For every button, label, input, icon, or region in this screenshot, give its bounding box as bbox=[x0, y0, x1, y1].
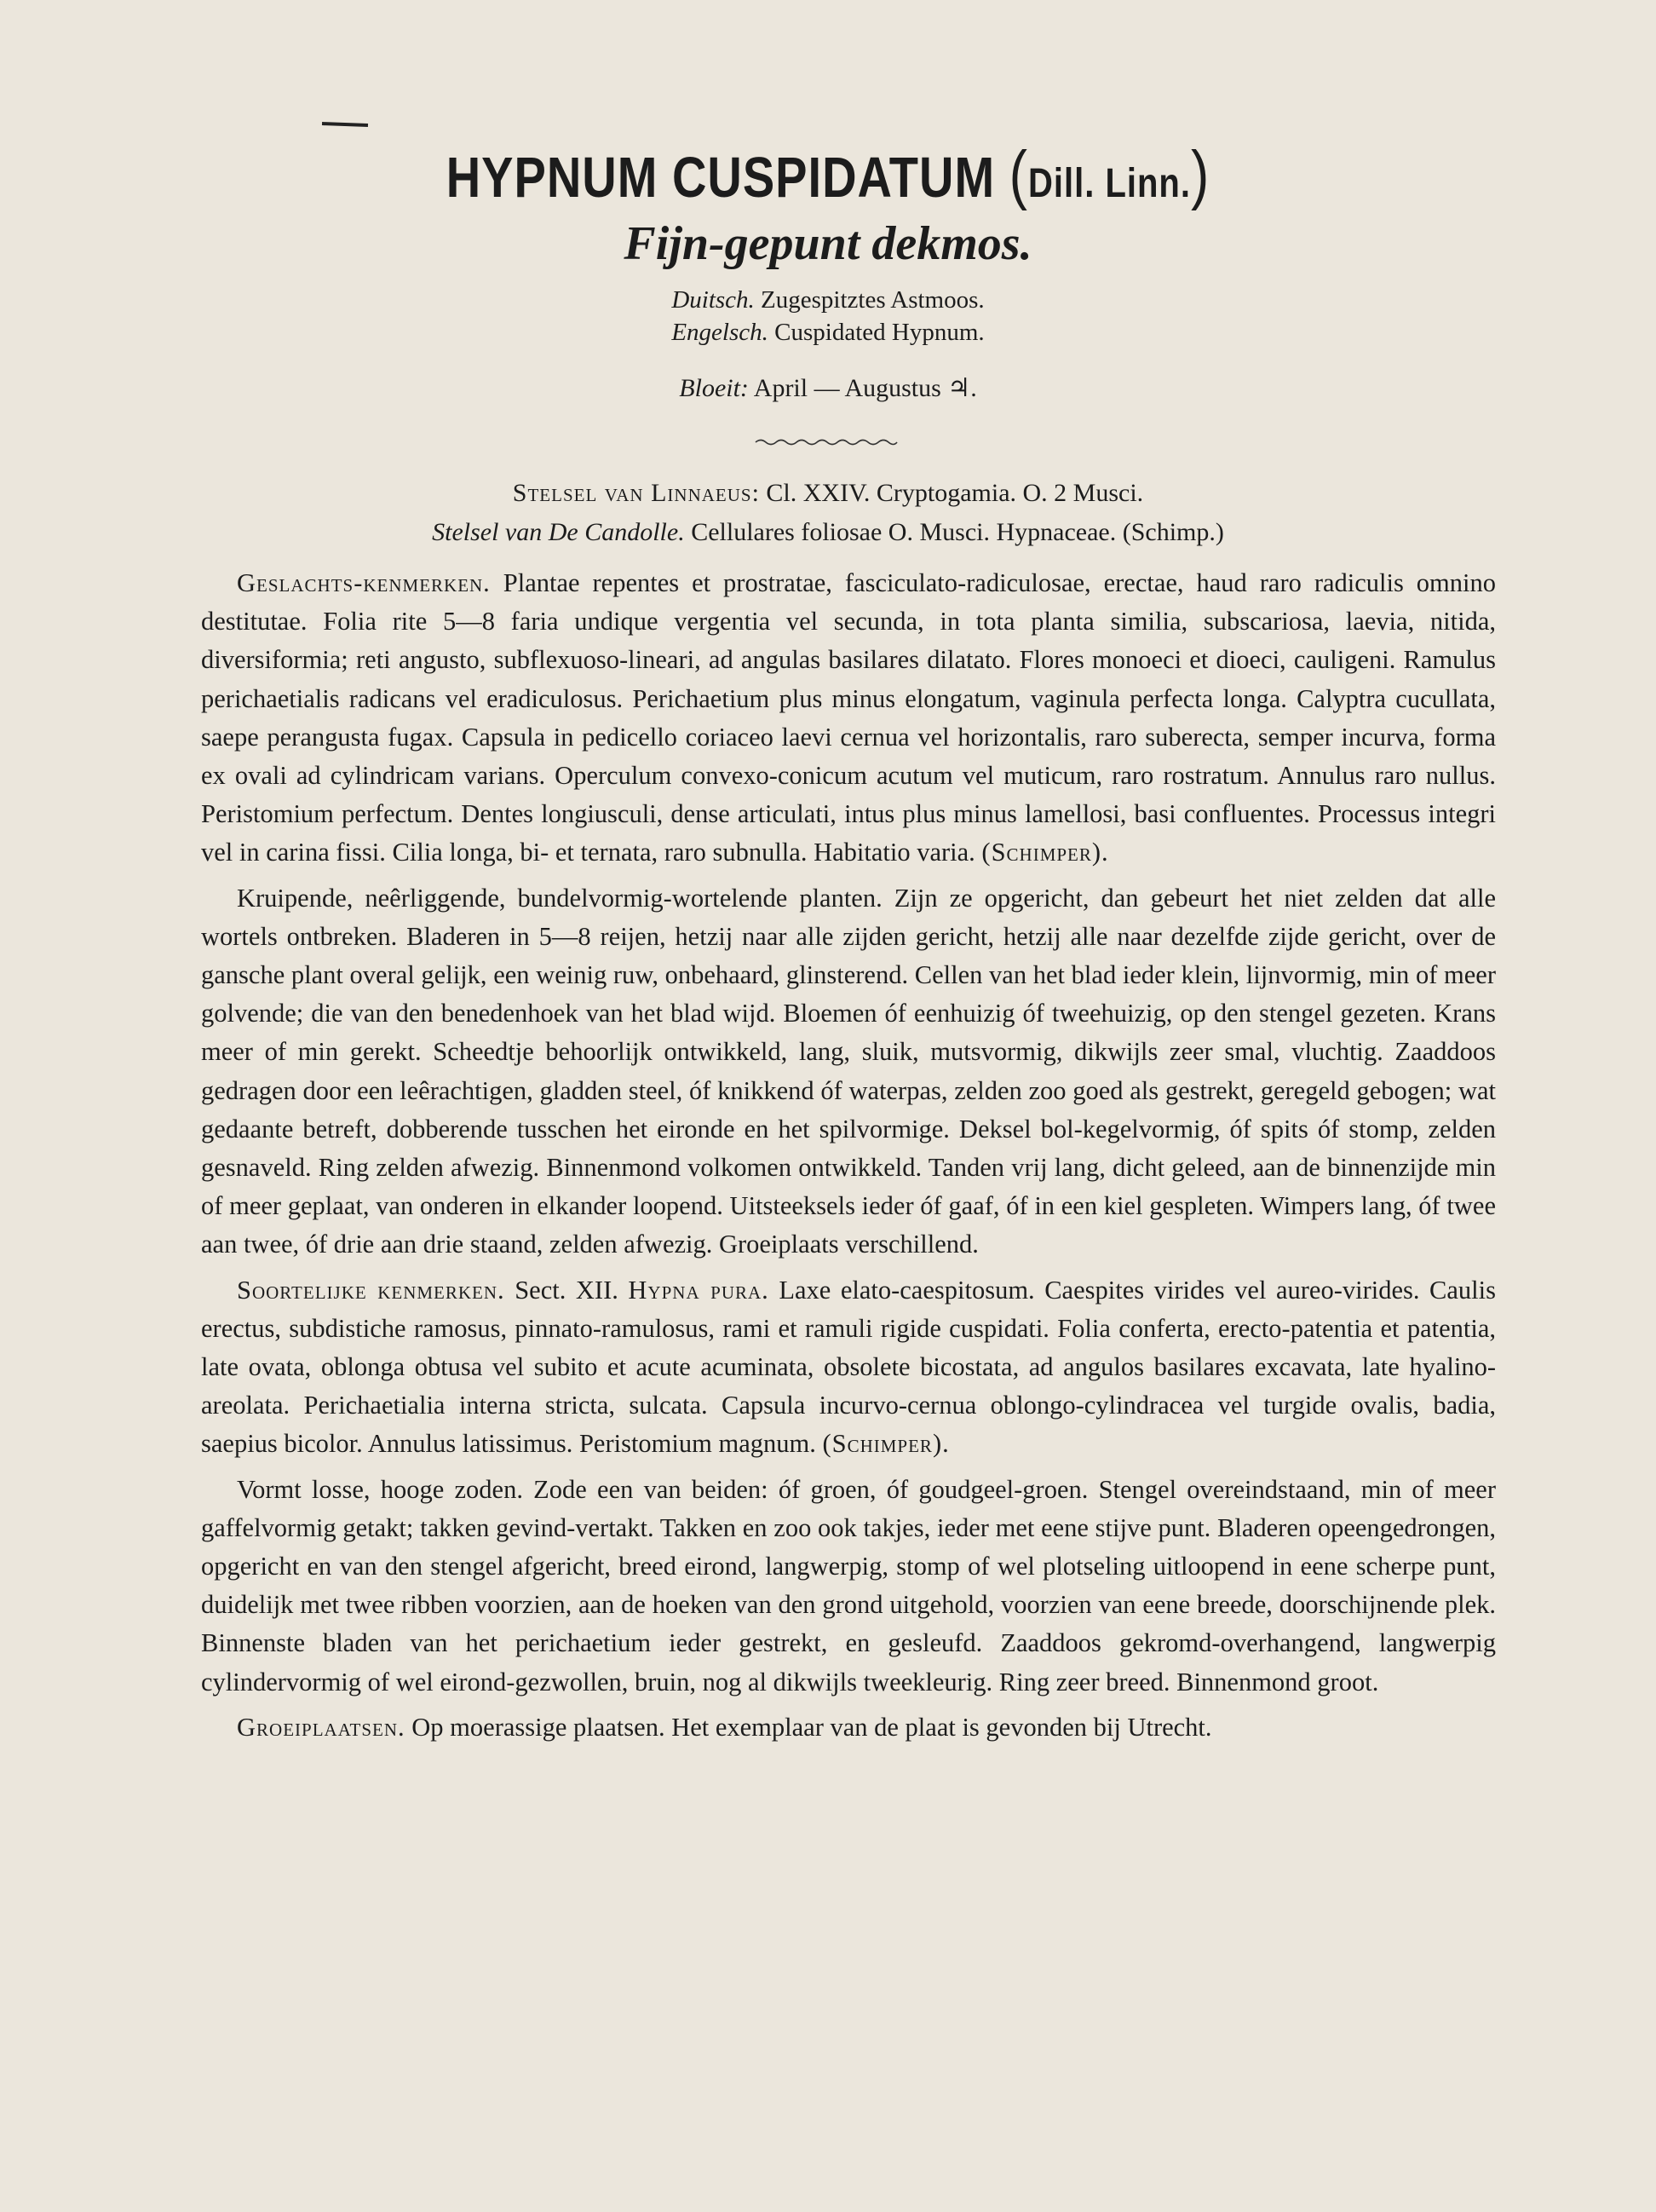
title-authors: Dill. Linn. bbox=[1027, 160, 1191, 206]
species-latin-text: Laxe elato-caespitosum. Caespites virides vel aureo-virides. Caulis erectus, subdistiche ramosus, pinnato-ramulosus, rami et ramuli rigide cuspidati. Folia conferta, erecto-patentia et patentia, late ovata, oblonga obtusa vel subito et acute acuminata, obsolete bicostata, ad angulos basilares excavata, late hyalino-areolata. Perichaetialia interna stricta, sulcata. Capsula incurvo-cernua oblongo-cylindracea vel turgide ovalis, badia, saepius bicolor. Annulus latissimus. Peristomium magnum. bbox=[201, 1275, 1496, 1459]
german-name: Zugespitztes Astmoos. bbox=[761, 286, 985, 314]
genus-latin-source: (Schimper). bbox=[981, 838, 1109, 867]
candolle-system-line bbox=[0, 518, 1656, 547]
dutch-name: Fijn-gepunt dekmos. bbox=[624, 217, 1032, 270]
genus-latin-paragraph bbox=[201, 564, 1496, 873]
wavy-divider bbox=[754, 436, 899, 448]
genus-label: Geslachts-kenmerken. bbox=[237, 568, 491, 597]
english-label: Engelsch. bbox=[671, 319, 768, 346]
linnaeus-system-line bbox=[0, 479, 1656, 508]
bloom-value: April — Augustus ♃. bbox=[753, 374, 977, 402]
linnaeus-value: Cl. XXIV. Cryptogamia. O. 2 Musci. bbox=[766, 479, 1144, 507]
description-body bbox=[201, 564, 1496, 1754]
species-section-name: Hypna pura. bbox=[628, 1275, 769, 1305]
species-latin-paragraph bbox=[201, 1271, 1496, 1464]
species-section: Sect. XII. bbox=[515, 1275, 618, 1305]
bloom-label: Bloeit: bbox=[679, 374, 749, 402]
linnaeus-label: Stelsel van Linnaeus: bbox=[512, 479, 760, 507]
german-name-line bbox=[0, 286, 1656, 314]
english-name: Cuspidated Hypnum. bbox=[774, 319, 985, 346]
species-dutch-paragraph: Vormt losse, hooge zoden. Zode een van beiden: óf groen, óf goudgeel-groen. Stengel overeindstaand, min of meer gaffelvormig getakt; takken gevind-vertakt. Takken en zoo ook takjes, ieder met eene stijve punt. Bladeren opeengedrongen, opgericht en van den stengel afgericht, breed eirond, langwerpig, stomp of wel plotseling uitloopend in eene scherpe punt, duidelijk met twee ribben voorzien, aan de hoeken van den grond uitgehold, voorzien van eene breede, doorschijnende plek. Binnenste bladen van het perichaetium ieder gestrekt, en gesleufd. Zaaddoos gekromd-overhangend, langwerpig cylindervormig of wel eirond-gezwollen, bruin, nog al dikwijls tweekleurig. Ring zeer breed. Binnenmond groot. bbox=[201, 1474, 1496, 1696]
species-label: Soortelijke kenmerken. bbox=[237, 1275, 505, 1305]
german-label: Duitsch. bbox=[671, 286, 755, 314]
candolle-value: Cellulares foliosae O. Musci. Hypnaceae. (Schimp.) bbox=[691, 518, 1224, 546]
habitat-text: Op moerassige plaatsen. Het exemplaar van de plaat is gevonden bij Utrecht. bbox=[411, 1712, 1212, 1742]
pen-mark bbox=[322, 122, 368, 127]
bloom-line bbox=[0, 373, 1656, 403]
candolle-label: Stelsel van De Candolle. bbox=[432, 518, 685, 546]
english-name-line bbox=[0, 319, 1656, 347]
species-latin-source: (Schimper). bbox=[822, 1429, 950, 1459]
habitat-paragraph bbox=[201, 1708, 1496, 1747]
page-title: HYPNUM CUSPIDATUM (Dill. Linn.) bbox=[446, 137, 1210, 211]
title-main: HYPNUM CUSPIDATUM bbox=[446, 144, 996, 210]
genus-dutch-paragraph: Kruipende, neêrliggende, bundelvormig-wortelende planten. Zijn ze opgericht, dan gebeurt het niet zelden dat alle wortels ontbreken. Bladeren in 5—8 reijen, hetzij naar alle zijden gericht, hetzij alle naar dezelfde zijde gericht, over de gansche plant overal gelijk, een weinig ruw, onbehaard, glinsterend. Cellen van het blad ieder klein, lijnvormig, min of meer golvende; die van den benedenhoek van het blad wijd. Bloemen óf eenhuizig óf tweehuizig, op den stengel gezeten. Krans meer of min gerekt. Scheedtje behoorlijk ontwikkeld, lang, sluik, mutsvormig, dikwijls zeer smal, vluchtig. Zaaddoos gedragen door een leêrachtigen, gladden steel, óf knikkend óf waterpas, zelden zoo goed als gestrekt, geregeld gebogen; wat gedaante betreft, dobberende tusschen het eironde en het spilvormige. Deksel bol-kegelvormig, óf spits óf stomp, zelden gesnaveld. Ring zelden afwezig. Binnenmond volkomen ontwikkeld. Tanden vrij lang, dicht geleed, aan de binnenzijde min of meer geplaat, van onderen in elkander loopend. Uitsteeksels ieder óf gaaf, óf in een kiel gespleten. Wimpers lang, óf twee aan twee, óf drie aan drie staand, zelden afwezig. Groeiplaats verschillend. bbox=[201, 883, 1496, 1259]
genus-latin-text: Plantae repentes et prostratae, fasciculato-radiculosae, erectae, haud raro radiculis omnino destitutae. Folia rite 5—8 faria undique vergentia vel secunda, in tota planta similia, subscariosa, laevia, nitida, diversiformia; reti angusto, subflexuoso-lineari, ad angulas basilares dilatato. Flores monoeci et dioeci, cauligeni. Ramulus perichaetialis radicans vel eradiculosus. Perichaetium plus minus elongatum, vaginula perfecta longa. Calyptra cucullata, saepe perangusta fugax. Capsula in pedicello coriaceo laevi cernua vel horizontalis, raro suberecta, semper incurva, forma ex ovali ad cylindricam varians. Operculum convexo-conicum acutum vel muticum, raro rostratum. Annulus raro nullus. Peristomium perfectum. Dentes longiusculi, dense articulati, intus plus minus lamellosi, basi confluentes. Processus integri vel in carina fissi. Cilia longa, bi- et ternata, raro subnulla. Habitatio varia. bbox=[201, 568, 1496, 867]
habitat-label: Groeiplaatsen. bbox=[237, 1712, 405, 1742]
